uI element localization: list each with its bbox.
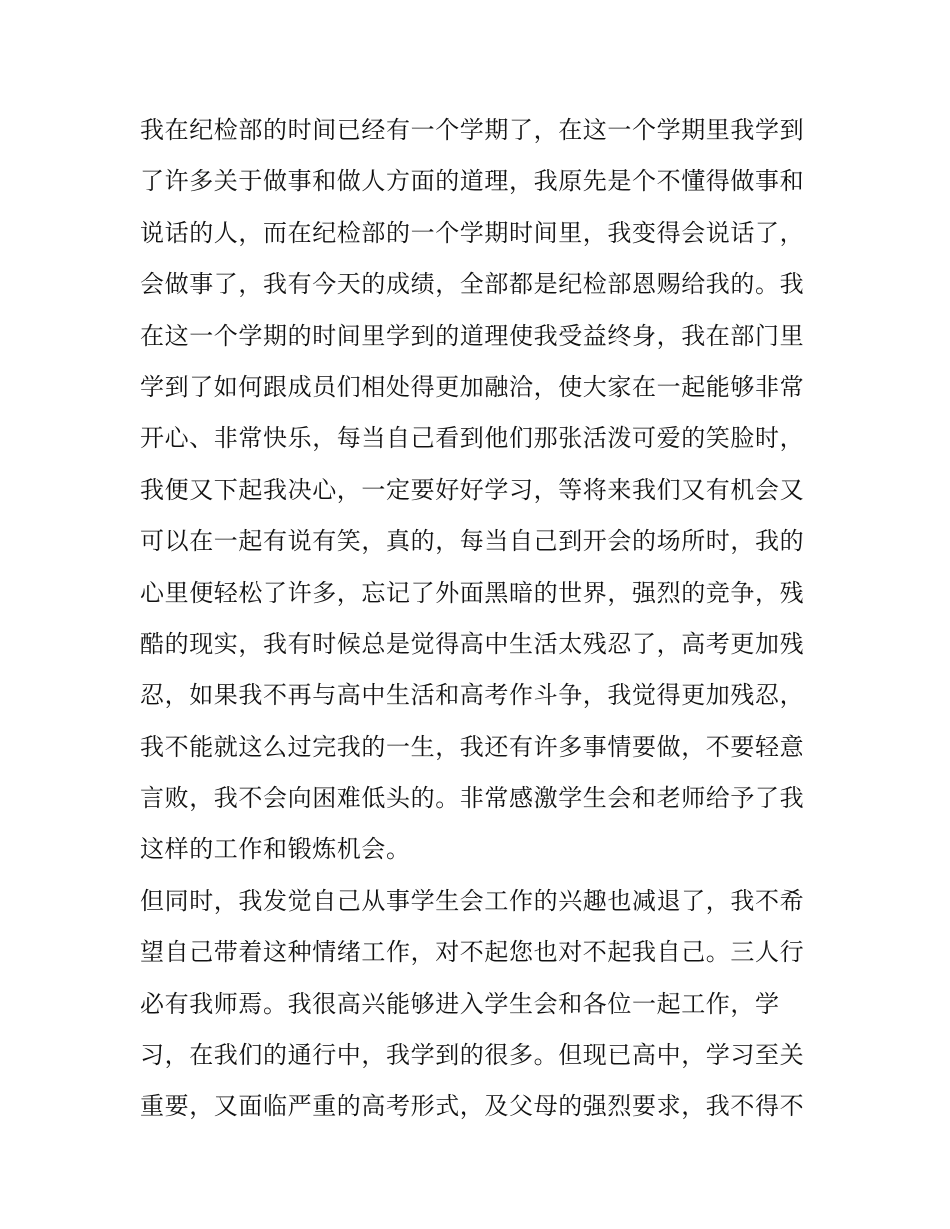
text-line: 我便又下起我决心，一定要好好学习，等将来我们又有机会又 (140, 475, 805, 504)
body-text (140, 105, 820, 1133)
text-line: 重要，又面临严重的高考形式，及父母的强烈要求，我不得不 (140, 1092, 805, 1121)
text-line: 我在纪检部的时间已经有一个学期了，在这一个学期里我学到 (140, 116, 805, 144)
text-line: 言败，我不会向困难低头的。非常感激学生会和老师给予了我 (140, 784, 805, 813)
text-line: 望自己带着这种情绪工作，对不起您也对不起我自己。三人行 (140, 938, 805, 967)
text-line: 必有我师焉。我很高兴能够进入学生会和各位一起工作，学 (140, 989, 780, 1018)
text-line: 可以在一起有说有笑，真的，每当自己到开会的场所时，我的 (140, 527, 805, 556)
text-line: 但同时，我发觉自己从事学生会工作的兴趣也减退了，我不希 (140, 886, 805, 915)
text-line: 了许多关于做事和做人方面的道理，我原先是个不懂得做事和 (140, 167, 805, 196)
text-line: 说话的人，而在纪检部的一个学期时间里，我变得会说话了， (140, 218, 805, 247)
text-line: 我不能就这么过完我的一生，我还有许多事情要做，不要轻意 (140, 732, 805, 761)
text-line: 会做事了，我有今天的成绩，全部都是纪检部恩赐给我的。我 (140, 270, 805, 299)
text-line: 酷的现实，我有时候总是觉得高中生活太残忍了，高考更加残 (140, 629, 805, 658)
text-line: 习，在我们的通行中，我学到的很多。但现已高中，学习至关 (140, 1041, 805, 1070)
text-line: 开心、非常快乐，每当自己看到他们那张活泼可爱的笑脸时， (140, 424, 805, 453)
text-line: 心里便轻松了许多，忘记了外面黑暗的世界，强烈的竞争，残 (140, 578, 805, 607)
text-line: 这样的工作和锻炼机会。 (140, 835, 411, 864)
text-line: 忍，如果我不再与高中生活和高考作斗争，我觉得更加残忍， (140, 681, 805, 710)
text-line: 学到了如何跟成员们相处得更加融洽，使大家在一起能够非常 (140, 372, 805, 401)
text-line: 在这一个学期的时间里学到的道理使我受益终身，我在部门里 (140, 321, 805, 350)
